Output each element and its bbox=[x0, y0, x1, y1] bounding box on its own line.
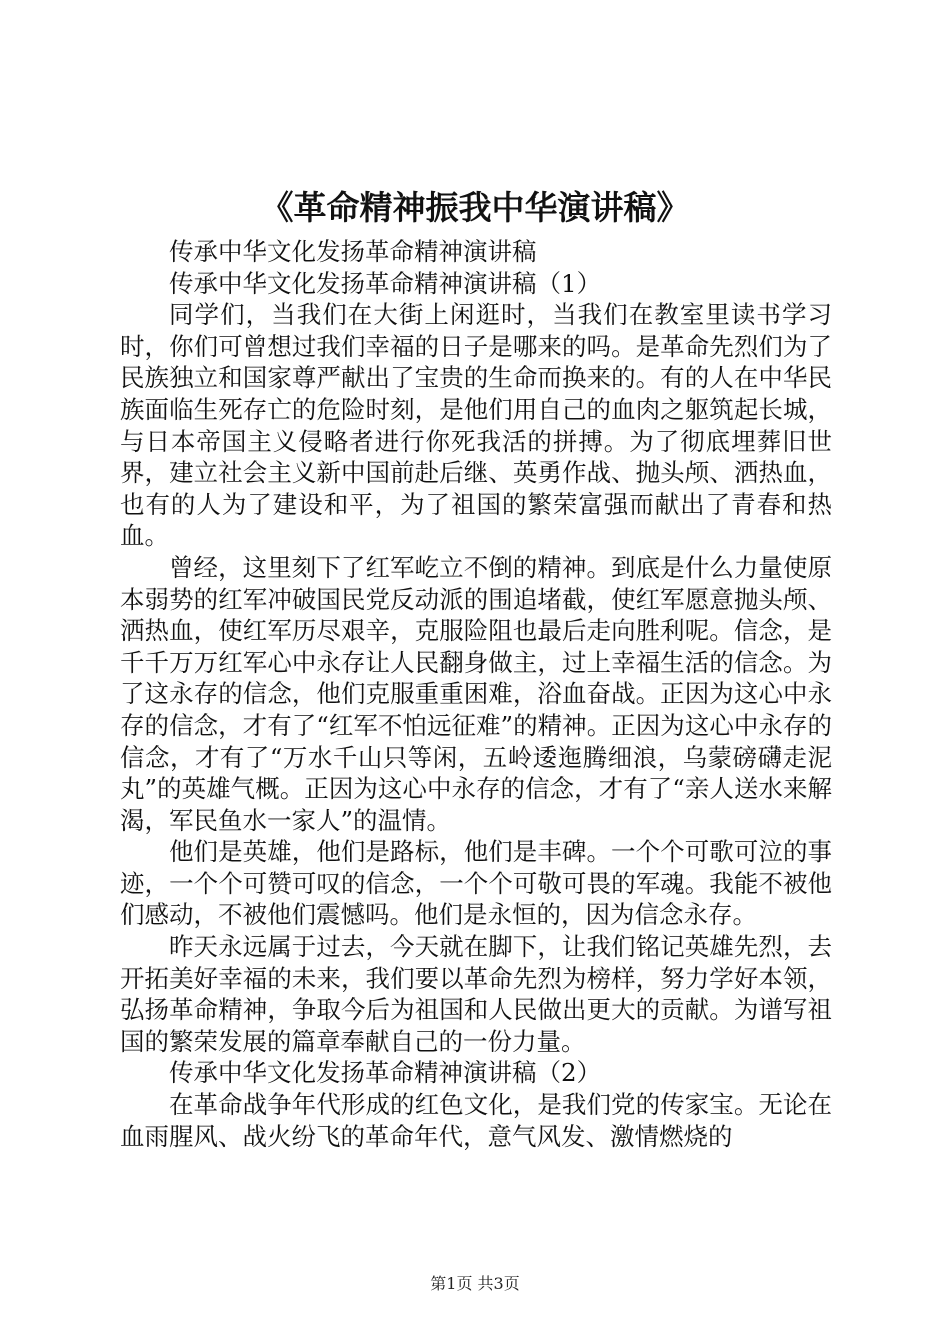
paragraph: 同学们，当我们在大街上闲逛时，当我们在教室里读书学习时，你们可曾想过我们幸福的日子是哪来的吗。是革命先烈们为了民族独立和国家尊严献出了宝贵的生命而换来的。有的人在中华民族面临生死存亡的危险时刻，是他们用自己的血肉之躯筑起长城，与日本帝国主义侵略者进行你死我活的拼搏。为了彻底埋葬旧世界，建立社会主义新中国前赴后继、英勇作战、抛头颅、洒热血，也有的人为了建设和平，为了祖国的繁荣富强而献出了青春和热血。 bbox=[120, 300, 832, 551]
paragraph-section-heading-1: 传承中华文化发扬革命精神演讲稿（1） bbox=[169, 268, 602, 298]
paragraph-section-heading-2: 传承中华文化发扬革命精神演讲稿（2） bbox=[169, 1058, 602, 1088]
page-number-footer: 第1页 共3页 bbox=[430, 1274, 520, 1293]
paragraph: 曾经，这里刻下了红军屹立不倒的精神。到底是什么力量使原本弱势的红军冲破国民党反动派的围追堵截，使红军愿意抛头颅、洒热血，使红军历尽艰辛，克服险阻也最后走向胜利呢。信念，是千千万万红军心中永存让人民翻身做主，过上幸福生活的信念。为了这永存的信念，他们克服重重困难，浴血奋战。正因为这心中永存的信念，才有了“红军不怕远征难”的精神。正因为这心中永存的信念，才有了“万水千山只等闲，五岭逶迤腾细浪，乌蒙磅礴走泥丸”的英雄气概。正因为这心中永存的信念，才有了“亲人送水来解渴，军民鱼水一家人”的温情。 bbox=[120, 552, 832, 835]
paragraph: 他们是英雄，他们是路标，他们是丰碑。一个个可歌可泣的事迹，一个个可赞可叹的信念，一个个可敬可畏的军魂。我能不被他们感动，不被他们震憾吗。他们是永恒的，因为信念永存。 bbox=[120, 837, 832, 930]
document-body bbox=[120, 236, 832, 1152]
paragraph: 在革命战争年代形成的红色文化，是我们党的传家宝。无论在血雨腥风、战火纷飞的革命年代，意气风发、激情燃烧的 bbox=[120, 1090, 832, 1151]
paragraph: 昨天永远属于过去，今天就在脚下，让我们铭记英雄先烈，去开拓美好幸福的未来，我们要以革命先烈为榜样，努力学好本领，弘扬革命精神，争取今后为祖国和人民做出更大的贡献。为谱写祖国的繁荣发展的篇章奉献自己的一份力量。 bbox=[120, 932, 832, 1056]
paragraph-subtitle: 传承中华文化发扬革命精神演讲稿 bbox=[169, 237, 537, 266]
document-title: 《革命精神振我中华演讲稿》 bbox=[260, 188, 690, 227]
